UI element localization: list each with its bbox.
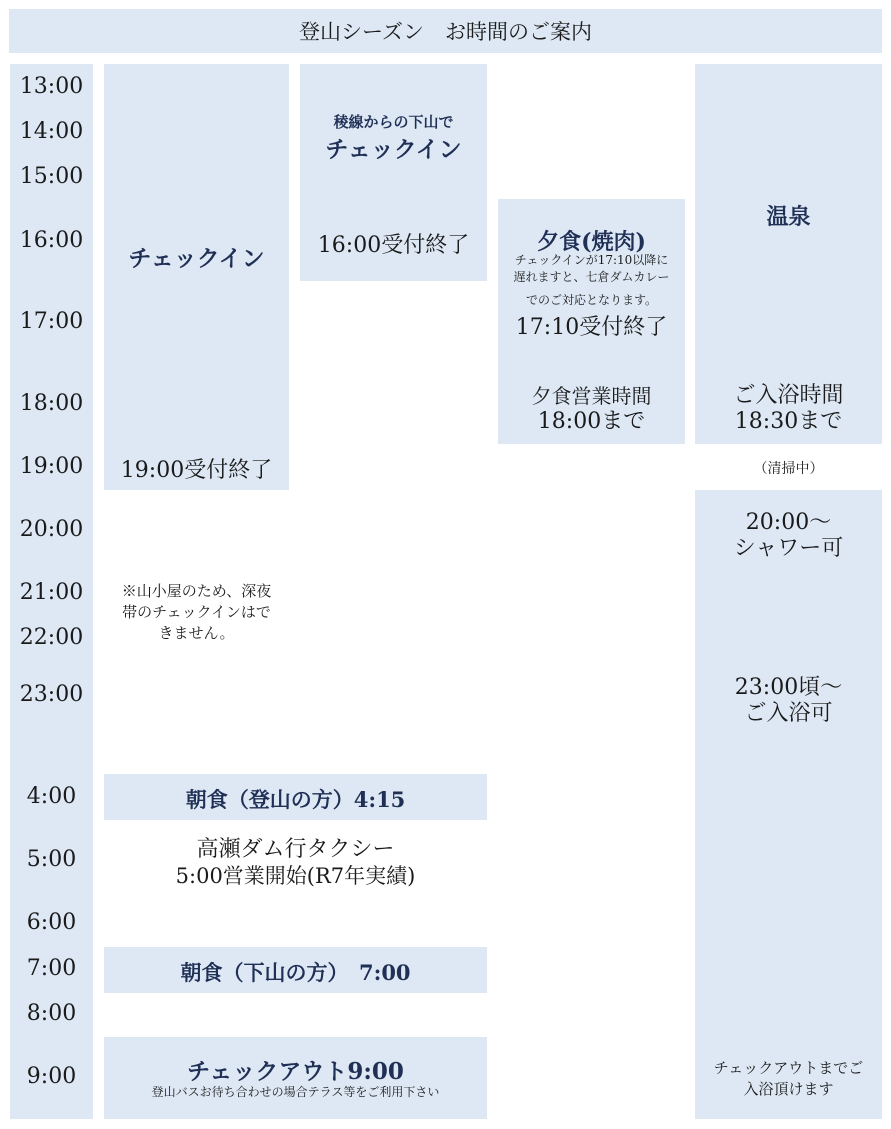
bath-hours-until: 18:30まで <box>734 409 843 434</box>
time-label: 8:00 <box>26 1001 77 1026</box>
shower-label: シャワー可 <box>733 536 844 561</box>
checkout-bath-note: 入浴頂けます <box>743 1080 834 1098</box>
checkout-bath-note: チェックアウトまでご <box>713 1059 864 1077</box>
taxi-line2: 5:00営業開始(R7年実績) <box>175 864 416 888</box>
ridge-line1: 稜線からの下山で <box>333 113 454 131</box>
dinner-hours-until: 18:00まで <box>537 409 646 434</box>
time-label: 20:00 <box>19 517 84 542</box>
onsen-block-lower <box>695 490 882 1119</box>
breakfast-descend-label: 朝食（下山の方） 7:00 <box>180 960 411 985</box>
time-label: 13:00 <box>19 74 84 99</box>
time-label: 15:00 <box>19 164 84 189</box>
time-label: 5:00 <box>26 847 77 872</box>
onsen-title: 温泉 <box>766 204 811 230</box>
dinner-end: 17:10受付終了 <box>515 315 668 340</box>
dinner-note-line: 遅れますと、七倉ダムカレー <box>513 270 670 284</box>
bath2-label: ご入浴可 <box>744 701 833 726</box>
breakfast-climb-label: 朝食（登山の方）4:15 <box>185 787 406 812</box>
dinner-hours-label: 夕食営業時間 <box>531 384 652 408</box>
dinner-note-line: チェックインが17:10以降に <box>514 253 669 267</box>
checkin-note-line: ※山小屋のため、深夜 <box>121 582 272 600</box>
time-label: 4:00 <box>26 784 77 809</box>
time-label: 23:00 <box>19 682 84 707</box>
time-label: 6:00 <box>26 910 77 935</box>
checkout-note: 登山バスお待ち合わせの場合テラス等をご利用下さい <box>151 1085 440 1099</box>
ridge-end: 16:00受付終了 <box>317 233 470 258</box>
checkin-note-line: 帯のチェックインはで <box>122 603 271 621</box>
dinner-note-line: でのご対応となります。 <box>525 293 658 307</box>
shower-time: 20:00～ <box>745 510 832 535</box>
time-label: 7:00 <box>26 956 77 981</box>
cleaning-label: （清掃中） <box>753 461 824 477</box>
time-label: 19:00 <box>19 454 84 479</box>
time-label: 17:00 <box>19 309 84 334</box>
page-title: 登山シーズン お時間のご案内 <box>299 20 592 44</box>
time-label: 18:00 <box>19 391 84 416</box>
checkin-block <box>104 64 289 490</box>
checkin-end: 19:00受付終了 <box>120 458 273 483</box>
bath-hours-label: ご入浴時間 <box>733 383 844 408</box>
time-label: 21:00 <box>19 580 84 605</box>
time-label: 16:00 <box>19 228 84 253</box>
dinner-title: 夕食(焼肉) <box>537 229 646 255</box>
taxi-line1: 高瀬ダム行タクシー <box>196 837 395 862</box>
checkin-title: チェックイン <box>128 245 265 272</box>
time-label: 22:00 <box>19 625 84 650</box>
ridge-line2: チェックイン <box>325 136 462 163</box>
time-label: 14:00 <box>19 119 84 144</box>
checkin-note-line: きません。 <box>158 624 235 642</box>
bath2-time: 23:00頃～ <box>734 675 843 700</box>
time-label: 9:00 <box>26 1064 77 1089</box>
checkout-label: チェックアウト9:00 <box>187 1058 404 1085</box>
